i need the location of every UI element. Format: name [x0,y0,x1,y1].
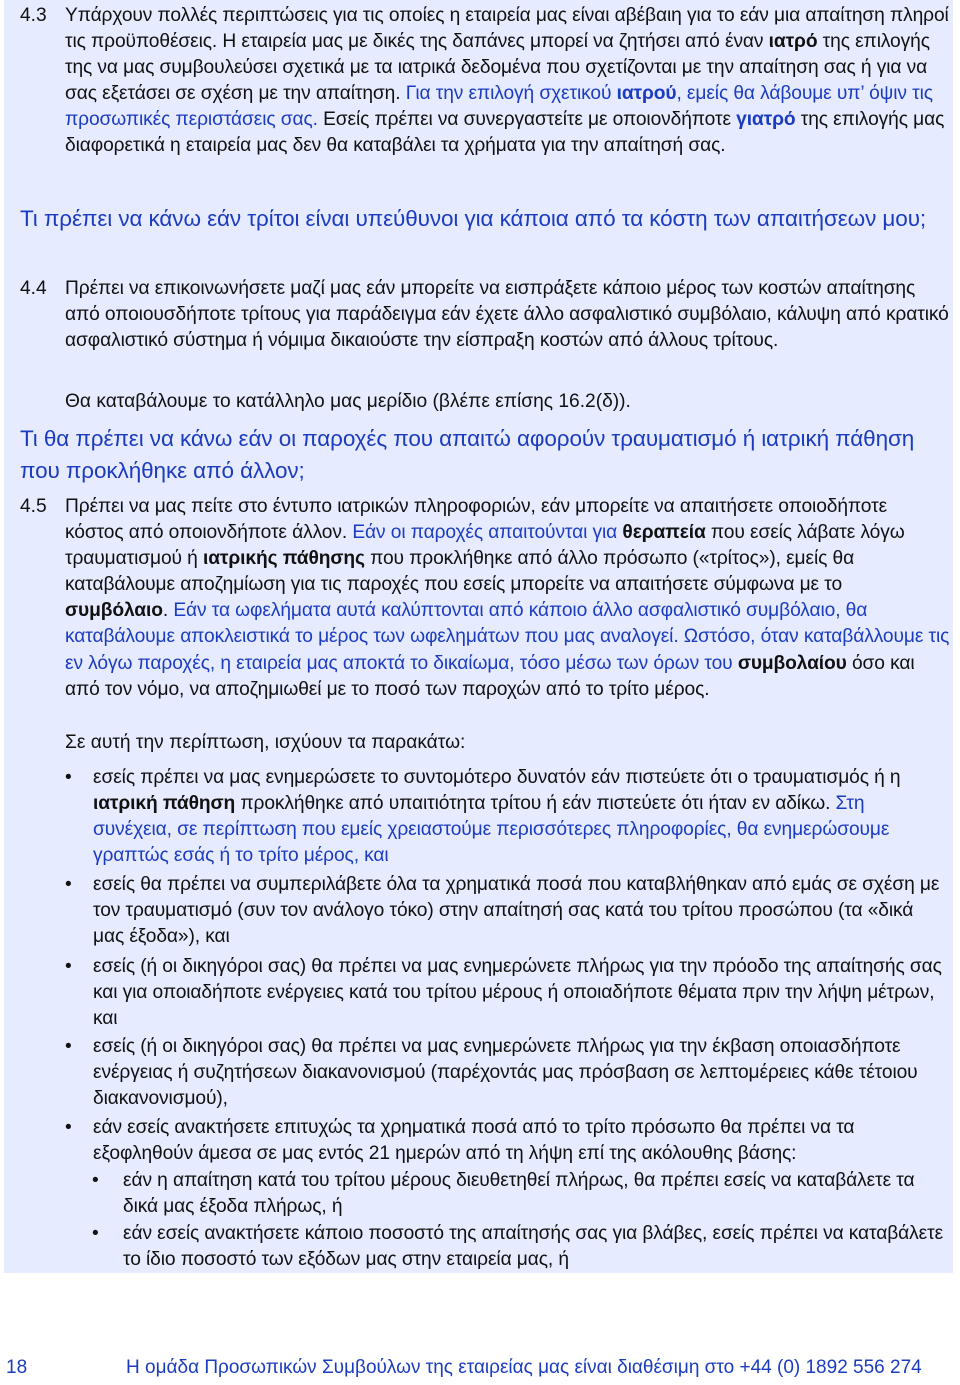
list-item: εάν εσείς ανακτήσετε επιτυχώς τα χρηματικά ποσά από το τρίτο πρόσωπο θα πρέπει να τα εξοφληθούν άμεσα σε μας εντός 21 ημερών από τη λήψη επί της ακόλουθης βάσης: [93,1117,855,1165]
sub-list-item: εάν η απαίτηση κατά του τρίτου μέρους διευθετηθεί πλήρως, θα πρέπει εσείς να καταβάλετε τα δικά μας έξοδα πλήρως, ή [123,1170,915,1218]
section-number-4-5: 4.5 [20,496,47,517]
bullet-icon: • [65,1117,72,1138]
term-policy-2: συμβολαίου [737,652,847,674]
section-heading-third-party-costs: Τι πρέπει να κάνω εάν τρίτοι είναι υπεύθυνοι για κάποια από τα κόστη των απαιτήσεων μου; [20,206,927,231]
footer-contact-text: Η ομάδα Προσωπικών Συμβούλων της εταιρείας μας είναι διαθέσιμη στο +44 (0) 1892 556 274 [126,1357,922,1378]
share-paragraph: Θα καταβάλουμε το κατάλληλο μας μερίδιο (βλέπε επίσης 16.2(δ)). [65,391,631,412]
list-item: εσείς θα πρέπει να συμπεριλάβετε όλα τα χρηματικά ποσά που καταβλήθηκαν από εμάς σε σχέση με τον τραυματισμό (συν τον ανάλογο τόκο) στην απαίτησή σας κατά του τρίτου προσώπου (τα «δικά μας έξοδα»), και [93,874,940,948]
section-4-3-paragraph: Υπάρχουν πολλές περιπτώσεις για τις οποίες η εταιρεία μας είναι αβέβαιη για το εάν μια απαίτηση πληροί τις προϋποθέσεις. Η εταιρεία μας με δικές της δαπάνες μπορεί να ζητήσει από έναν ιατρό της επιλογής της να μας συμβουλεύσει σχετικά με τα ιατρικά δεδομένα που σχετίζονται με την απαίτηση σας ή για να σας εξετάσει σε σχέση με την απαίτηση. Για την επιλογή σχετικού ιατρού, εμείς θα λάβουμε υπ’ όψιν τις προσωπικές περιστάσεις σας. Εσείς πρέπει να συνεργαστείτε με οποιονδήποτε γιατρό της επιλογής μας διαφορετικά η εταιρεία μας δεν θα καταβάλει τα χρήματα για την απαίτησή σας. [65,5,949,157]
sub-bullet-icon: • [92,1223,99,1244]
term-treatment: θεραπεία [622,522,706,544]
bullet-icon: • [65,1036,72,1057]
term-policy: συμβόλαιο [65,600,163,622]
list-item: εσείς (ή οι δικηγόροι σας) θα πρέπει να μας ενημερώνετε πλήρως για την πρόοδο της απαίτησής σας και για οποιαδήποτε ενέργειες κατά του τρίτου μέρους ή οποιαδήποτε θέματα πριν την λήψη μέτρων, και [93,956,942,1030]
term-doctor: ιατρό [768,31,818,53]
term-doctor-3: γιατρό [736,109,796,131]
page-footer [0,1354,960,1384]
sub-list-item: εάν εσείς ανακτήσετε κάποιο ποσοστό της απαίτησής σας για βλάβες, εσείς πρέπει να καταβάλετε το ίδιο ποσοστό των εξόδων μας στην εταιρεία μας, ή [123,1223,944,1271]
list-item: εσείς (ή οι δικηγόροι σας) θα πρέπει να μας ενημερώνετε πλήρως για την έκβαση οποιασδήποτε ενέργειας ή συζητήσεων διακανονισμού (παρέχοντάς μας πρόσβαση σε λεπτομέρειες κάθε τέτοιου διακανονισμού), [93,1036,918,1110]
page-number: 18 [6,1357,28,1378]
bullet-icon: • [65,956,72,977]
section-4-5-lead: Σε αυτή την περίπτωση, ισχύουν τα παρακάτω: [65,732,466,753]
content-area [4,0,953,1273]
section-number-4-4: 4.4 [20,278,47,299]
section-4-4-paragraph: Πρέπει να επικοινωνήσετε μαζί μας εάν μπορείτε να εισπράξετε κάποιο μέρος των κοστών απαίτησης από οποιουσδήποτε τρίτους για παράδειγμα εάν έχετε άλλο ασφαλιστικό συμβόλαιο, κάλυψη από κρατικό ασφαλιστικό σύστημα ή νόμιμα δικαιούστε την είσπραξη κοστών από άλλους τρίτους. [65,278,949,352]
sub-bullet-icon: • [92,1170,99,1191]
section-4-5-paragraph: Πρέπει να μας πείτε στο έντυπο ιατρικών πληροφοριών, εάν μπορείτε να απαιτήσετε οποιοδήποτε κόστος από οποιονδήποτε άλλον. Εάν οι παροχές απαιτούνται για θεραπεία που εσείς λάβατε λόγω τραυματισμού ή ιατρικής πάθησης που προκλήθηκε από άλλο πρόσωπο («τρίτος»), εμείς θα καταβάλουμε αποζημίωση για τις παροχές που εσείς μπορείτε να απαιτήσετε σύμφωνα με το συμβόλαιο. Εάν τα ωφελήματα αυτά καλύπτονται από κάποιο άλλο ασφαλιστικό συμβόλαιο, θα καταβάλουμε αποκλειστικά το μέρος των ωφελημάτων που μας αναλογεί. Ωστόσο, όταν καταβάλλουμε τις εν λόγω παροχές, η εταιρεία μας αποκτά το δικαίωμα, τόσο μέσω των όρων του συμβολαίου όσο και από τον νόμο, να αποζημιωθεί με το ποσό των παροχών από το τρίτο μέρος. [65,496,950,700]
term-medical-condition: ιατρικής πάθησης [202,548,365,570]
section-heading-injury-by-other: Τι θα πρέπει να κάνω εάν οι παροχές που απαιτώ αφορούν τραυματισμό ή ιατρική πάθηση που προκλήθηκε από άλλον; [20,426,915,483]
bullet-icon: • [65,874,72,895]
term-doctor-2: ιατρού [616,83,677,105]
section-number-4-3: 4.3 [20,5,47,26]
term-medical-condition-2: ιατρική πάθηση [93,793,236,815]
list-item: εσείς πρέπει να μας ενημερώσετε το συντομότερο δυνατόν εάν πιστεύετε ότι ο τραυματισμός ή η ιατρική πάθηση προκλήθηκε από υπαιτιότητα τρίτου ή εάν πιστεύετε ότι ήταν εν αδίκω. Στη συνέχεια, σε περίπτωση που εμείς χρειαστούμε περισσότερες πληροφορίες, θα ενημερώσουμε γραπτώς εσάς ή το τρίτο μέρος, και [93,767,901,867]
bullet-icon: • [65,767,72,788]
